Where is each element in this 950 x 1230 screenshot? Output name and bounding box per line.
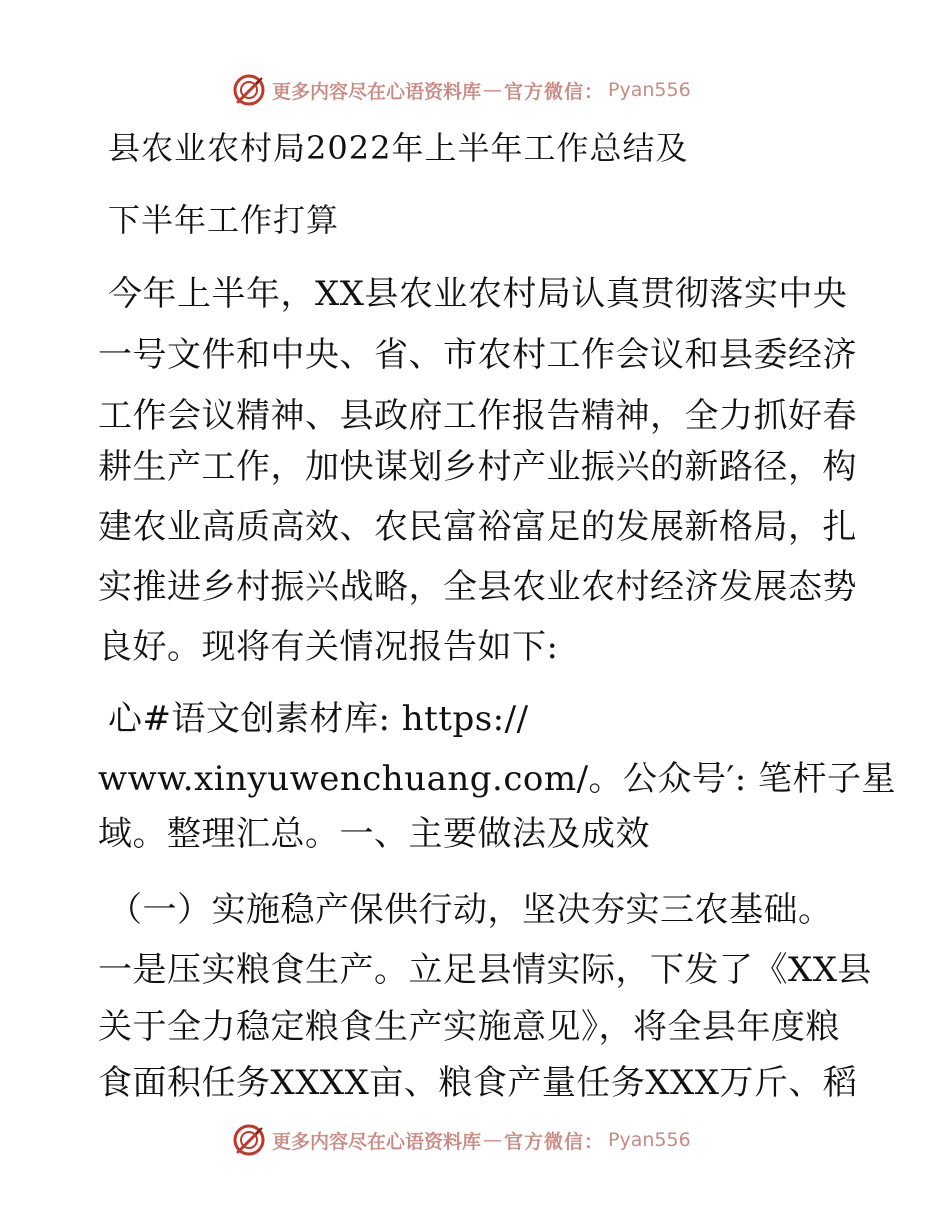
section-line: （一）实施稳产保供行动，坚决夯实三农基础。: [108, 890, 833, 930]
banner-text: 更多内容尽在心语资料库: [272, 80, 482, 103]
section-line: 关于全力稳定粮食生产实施意见》，将全县年度粮: [98, 1007, 840, 1047]
note-line: 心#语文创素材库: https://: [108, 699, 529, 739]
header-watermark: [232, 72, 691, 108]
note-line: 域。整理汇总。一、主要做法及成效: [98, 814, 650, 854]
banner-text: 更多内容尽在心语资料库: [272, 1130, 482, 1153]
intro-line: 实推进乡村振兴战略，全县农业农村经济发展态势: [98, 567, 857, 607]
banner-label: 官方微信：: [504, 80, 605, 103]
note-line: www.xinyuwenchuang.com/。公众号′: 笔杆子星: [98, 759, 897, 799]
banner-wechat-id: Pyan556: [608, 79, 691, 101]
intro-line: 良好。现将有关情况报告如下:: [98, 627, 559, 667]
logo-icon: [232, 73, 266, 107]
title-line-1: 县农业农村局2022年上半年工作总结及: [108, 129, 689, 167]
footer-watermark: [232, 1122, 691, 1158]
section-line: 一是压实粮食生产。立足县情实际，下发了《XX县: [98, 950, 872, 990]
banner-wechat-id: Pyan556: [608, 1129, 691, 1151]
intro-line: 工作会议精神、县政府工作报告精神，全力抓好春: [98, 396, 857, 436]
intro-line: 今年上半年，XX县农业农村局认真贯彻落实中央: [108, 274, 848, 314]
banner-dash: —: [483, 79, 503, 101]
title-line-2: 下半年工作打算: [108, 201, 340, 239]
logo-icon: [232, 1123, 266, 1157]
intro-line: 一号文件和中央、省、市农村工作会议和县委经济: [98, 335, 857, 375]
intro-line: 耕生产工作，加快谋划乡村产业振兴的新路径，构: [98, 447, 857, 487]
banner-label: 官方微信：: [504, 1130, 605, 1153]
banner-dash: —: [483, 1129, 503, 1151]
section-line: 食面积任务XXXX亩、粮食产量任务XXX万斤、稻: [98, 1063, 858, 1103]
intro-line: 建农业高质高效、农民富裕富足的发展新格局，扎: [98, 507, 857, 547]
